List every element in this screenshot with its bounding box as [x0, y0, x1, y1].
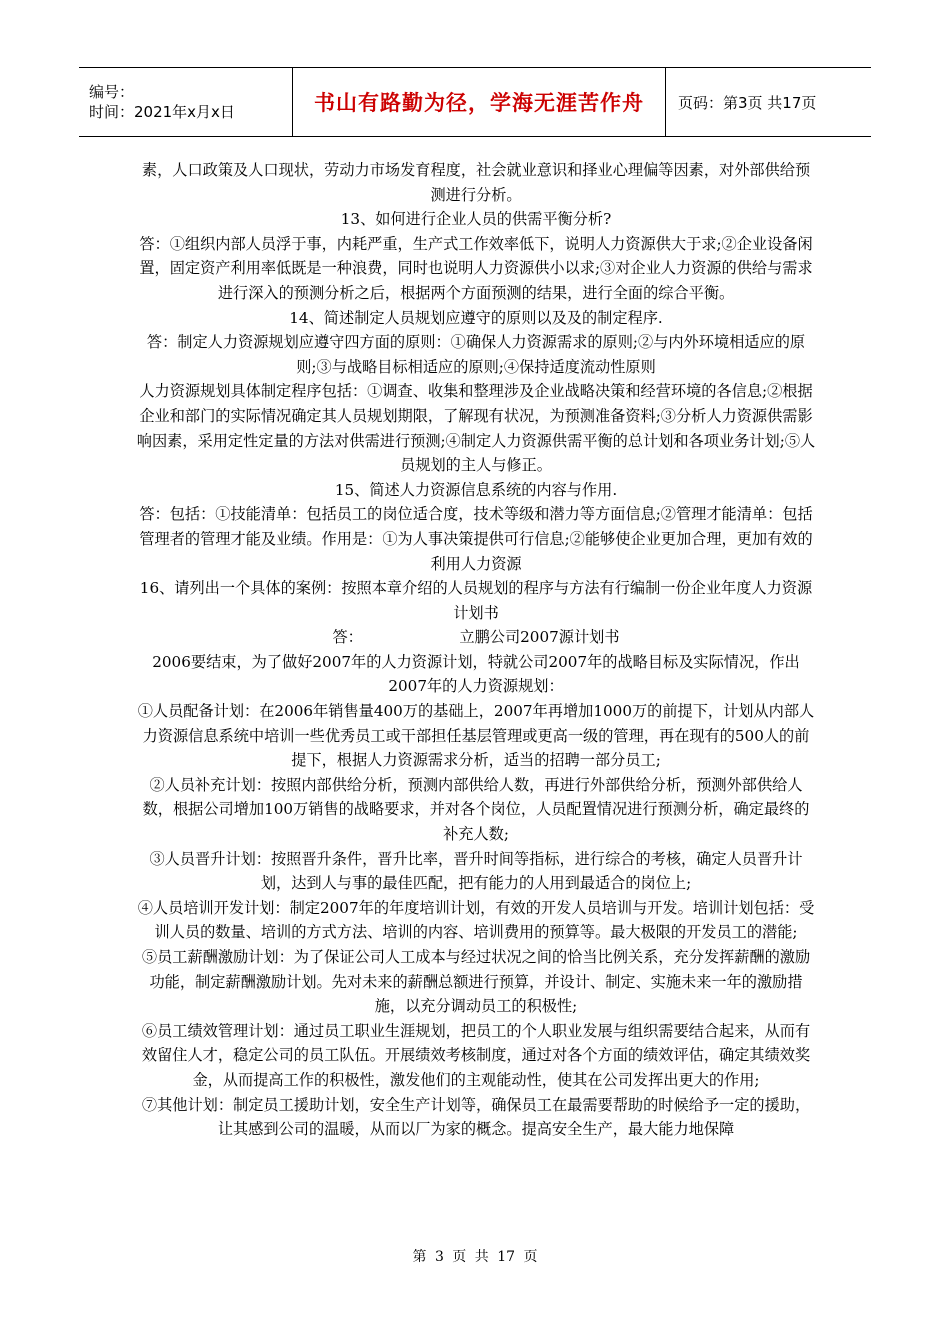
plan-item: ①人员配备计划：在2006年销售量400万的基础上，2007年再增加1000万的前提下，计划从内部人力资源信息系统中培训一些优秀员工或干部担任基层管理或更高一级的管理，再在现有的500人的前提下，根据人力资源需求分析，适当的招聘一部分员工;	[137, 702, 815, 770]
plan-item: ⑥员工绩效管理计划：通过员工职业生涯规划，把员工的个人职业发展与组织需要结合起来，从而有效留住人才，稳定公司的员工队伍。开展绩效考核制度，通过对各个方面的绩效评估，确定其绩效奖金，从而提高工作的积极性，激发他们的主观能动性，使其在公司发挥出更大的作用;	[141, 1021, 811, 1089]
paragraph: 人力资源规划具体制定程序包括：①调查、收集和整理涉及企业战略决策和经营环境的各信息;②根据企业和部门的实际情况确定其人员规划期限，了解现有状况，为预测准备资料;③分析人力资源供需影响因素，采用定性定量的方法对供需进行预测;④制定人力资源供需平衡的总计划和各项业务计划;⑤人员规划的主人与修正。	[136, 382, 816, 475]
plan-item: ⑦其他计划：制定员工援助计划，安全生产计划等，确保员工在最需要帮助的时候给予一定的援助，让其感到公司的温暖，从而以厂为家的概念。提高安全生产，最大能力地保障	[141, 1095, 811, 1139]
document-body	[136, 158, 816, 1142]
header-meta	[79, 68, 293, 137]
question-heading: 16、请列出一个具体的案例：按照本章介绍的人员规划的程序与方法有行编制一份企业年度人力资源计划书	[139, 579, 813, 622]
plan-item: ⑤员工薪酬激励计划：为了保证公司人工成本与经过状况之间的恰当比例关系，充分发挥薪酬的激励功能，制定薪酬激励计划。先对未来的薪酬总额进行预算，并设计、制定、实施未来一年的激励措施，以充分调动员工的积极性;	[141, 948, 811, 1016]
page-footer: 第 3 页 共 17 页	[412, 1249, 538, 1265]
plan-item: ②人员补充计划：按照内部供给分析，预测内部供给人数，再进行外部供给分析，预测外部供给人数，根据公司增加100万销售的战略要求，并对各个岗位，人员配置情况进行预测分析，确定最终的补充人数;	[142, 775, 810, 844]
paragraph: 素，人口政策及人口现状，劳动力市场发育程度，社会就业意识和择业心理偏等因素，对外部供给预测进行分析。	[141, 161, 811, 204]
header-motto: 书山有路勤为径，学海无涯苦作舟	[293, 68, 666, 137]
document-header	[79, 67, 871, 137]
plan-item: ③人员晋升计划：按照晋升条件，晋升比率，晋升时间等指标，进行综合的考核，确定人员晋升计划，达到人与事的最佳匹配，把有能力的人用到最适合的岗位上;	[149, 849, 803, 893]
answer-title: 答： 立鹏公司2007源计划书	[332, 628, 620, 647]
document-time-label: 时间：2021年x月x日	[89, 103, 235, 121]
paragraph: 答：①组织内部人员浮于事，内耗严重，生产式工作效率低下，说明人力资源供大于求;②企业设备闲置，固定资产利用率低既是一种浪费，同时也说明人力资源供小以求;③对企业人力资源的供给与需求进行深入的预测分析之后，根据两个方面预测的结果，进行全面的综合平衡。	[139, 234, 813, 302]
header-page-info: 页码：第3页 共17页	[666, 68, 872, 137]
paragraph: 2006要结束，为了做好2007年的人力资源计划，特就公司2007年的战略目标及实际情况，作出2007年的人力资源规划：	[152, 652, 800, 696]
paragraph: 答：制定人力资源规划应遵守四方面的原则：①确保人力资源需求的原则;②与内外环境相适应的原则;③与战略目标相适应的原则;④保持适度流动性原则	[146, 333, 806, 376]
question-heading: 14、简述制定人员规划应遵守的原则以及及的制定程序.	[289, 308, 663, 327]
question-heading: 13、如何进行企业人员的供需平衡分析?	[340, 210, 612, 229]
plan-item: ④人员培训开发计划：制定2007年的年度培训计划，有效的开发人员培训与开发。培训计划包括：受训人员的数量、培训的方式方法、培训的内容、培训费用的预算等。最大极限的开发员工的潜能;	[137, 898, 815, 942]
paragraph: 答：包括：①技能清单：包括员工的岗位适合度，技术等级和潜力等方面信息;②管理才能清单：包括管理者的管理才能及业绩。作用是：①为人事决策提供可行信息;②能够使企业更加合理，更加有效的利用人力资源	[139, 505, 813, 573]
document-number-label: 编号：	[89, 83, 135, 101]
question-heading: 15、简述人力资源信息系统的内容与作用.	[334, 480, 618, 499]
